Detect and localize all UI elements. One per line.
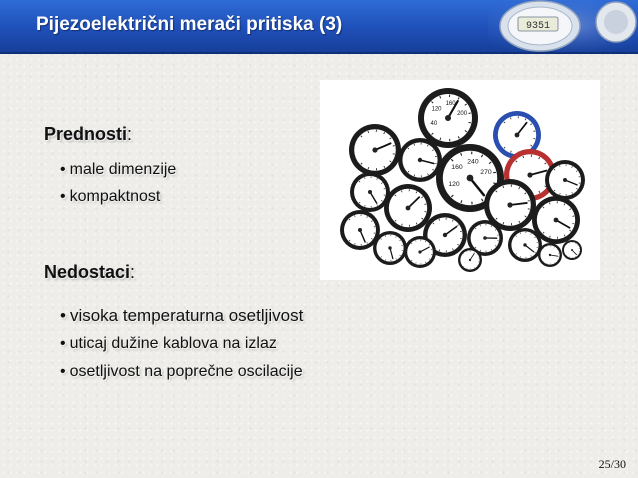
gauge-hub <box>372 147 377 152</box>
gauge-dial <box>398 138 442 182</box>
list-item: • osetljivost na poprečne oscilacije <box>60 363 303 380</box>
gauge-scale-label: 160 <box>451 164 463 172</box>
meter-readout-text: 9351 <box>525 21 551 32</box>
list-item: • kompaktnost <box>60 188 161 205</box>
gauge-hub <box>418 250 421 253</box>
gauge-hub <box>368 190 372 194</box>
gauge-hub <box>358 228 362 232</box>
gauge-hub <box>527 172 532 177</box>
gauge-scale-label: 120 <box>448 180 460 188</box>
gauge-hub <box>515 133 520 138</box>
gauge-scale-label: 120 <box>431 106 442 113</box>
header-bar <box>0 0 638 54</box>
list-item: • visoka temperaturna osetljivost <box>60 306 304 325</box>
gauge-scale-label: 40 <box>430 121 438 128</box>
gauge-dial <box>508 228 542 262</box>
header-meter-image <box>488 0 638 52</box>
gauge-hub <box>563 178 567 182</box>
gauge-dial <box>373 231 407 265</box>
cons-list <box>60 306 303 390</box>
gauge-tick <box>469 113 471 114</box>
gauge-tick <box>493 172 496 173</box>
gauge-dial <box>404 236 436 268</box>
gauge-hub <box>483 236 487 240</box>
gauge-hub <box>467 175 474 182</box>
gauge-scale-label: 200 <box>457 110 468 117</box>
gauge-hub <box>445 115 451 121</box>
page-number: 25/30 <box>598 457 626 471</box>
gauge-scale-label: 270 <box>480 169 492 177</box>
gauge-dial <box>545 160 585 200</box>
gauge-hub <box>388 246 391 249</box>
gauge-dial <box>384 184 432 232</box>
gauge-hub <box>469 259 471 261</box>
list-item: • uticaj dužine kablova na izlaz <box>60 335 277 352</box>
gauge-hub <box>571 249 573 251</box>
gauge-hub <box>507 202 512 207</box>
gauge-dial <box>349 124 401 176</box>
pressure-gauges-photo <box>320 80 600 280</box>
gauge-hub <box>549 254 551 256</box>
gauge-scale-label: 160 <box>445 101 456 108</box>
gauge-dial <box>562 240 582 260</box>
gauge-hub <box>443 233 447 237</box>
gauge-dial <box>458 248 482 272</box>
gauge-dial <box>418 88 478 148</box>
cons-heading: Nedostaci: <box>44 262 136 282</box>
gauge-hub <box>418 158 422 162</box>
list-item: • male dimenzije <box>60 161 177 178</box>
gauge-dial <box>538 243 562 267</box>
gauge-hub <box>406 206 411 211</box>
pros-list <box>60 160 176 214</box>
slide-title: Pijezoelektrični merači pritiska (3) <box>36 14 343 35</box>
gauge-scale-label: 240 <box>467 158 479 166</box>
gauge-hub <box>554 218 559 223</box>
pros-heading: Prednosti: <box>44 124 133 144</box>
gauge-dial <box>350 172 390 212</box>
gauge-hub <box>523 243 526 246</box>
